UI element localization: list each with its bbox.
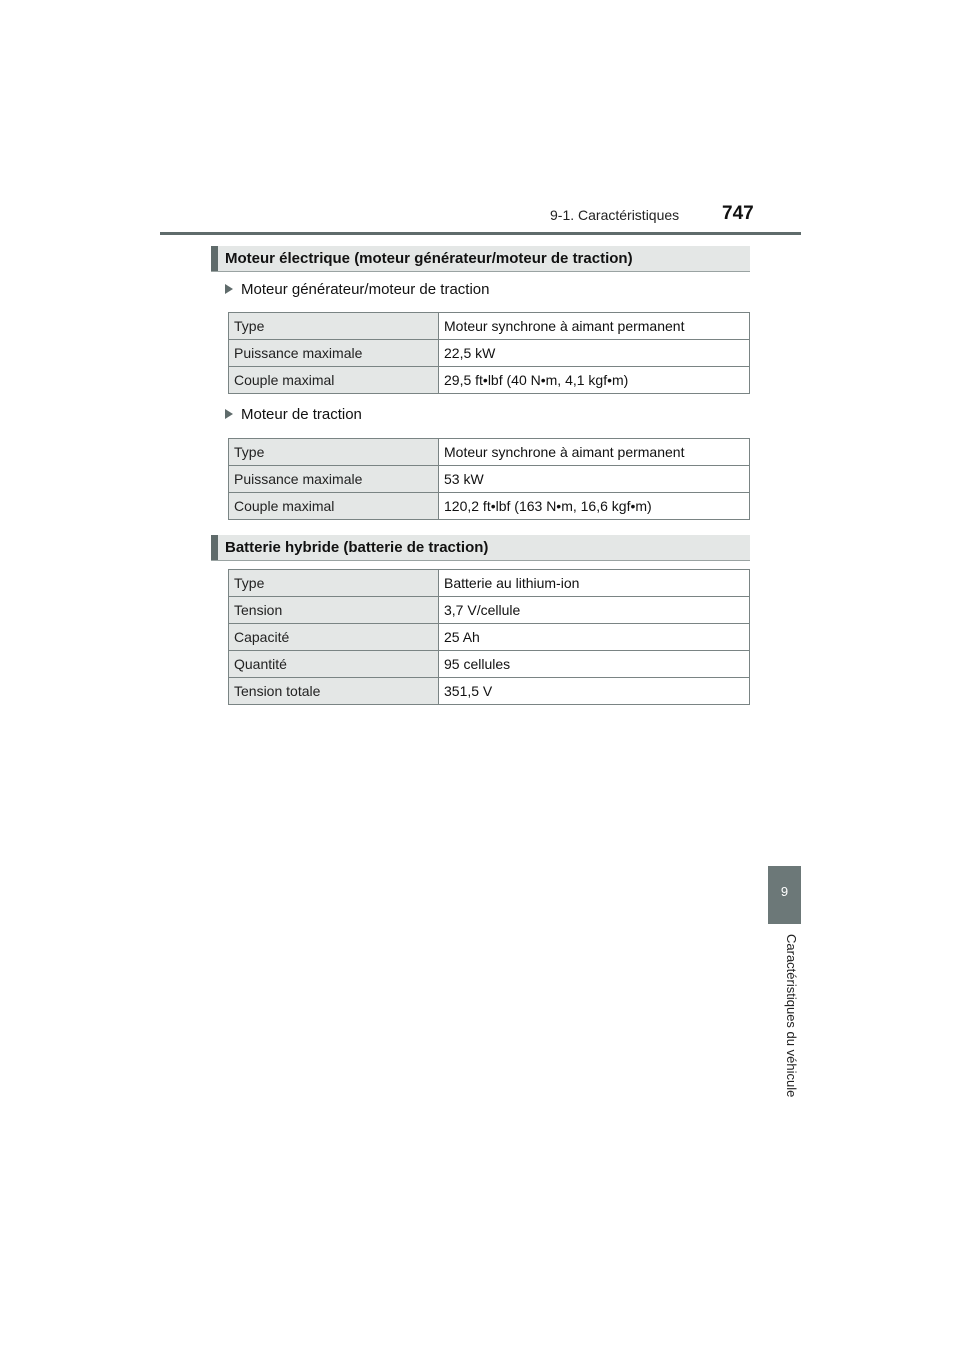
table-row xyxy=(229,624,750,651)
chapter-tab[interactable]: 9 xyxy=(768,866,801,924)
table-row xyxy=(229,313,750,340)
subheading-traction-motor xyxy=(225,406,362,423)
subheading-text: Moteur générateur/moteur de traction xyxy=(241,281,490,298)
spec-value: 22,5 kW xyxy=(439,340,750,367)
section-heading-text: Batterie hybride (batterie de traction) xyxy=(225,539,489,556)
table-row xyxy=(229,597,750,624)
spec-value: 53 kW xyxy=(439,466,750,493)
spec-label: Capacité xyxy=(229,624,439,651)
spec-label: Type xyxy=(229,313,439,340)
subheading-text: Moteur de traction xyxy=(241,406,362,423)
table-row xyxy=(229,340,750,367)
spec-value: 95 cellules xyxy=(439,651,750,678)
triangle-bullet-icon xyxy=(225,409,233,419)
spec-value: Moteur synchrone à aimant permanent xyxy=(439,313,750,340)
spec-value: 351,5 V xyxy=(439,678,750,705)
spec-value: Moteur synchrone à aimant permanent xyxy=(439,439,750,466)
section-heading-text: Moteur électrique (moteur générateur/moteur de traction) xyxy=(225,250,633,267)
spec-label: Type xyxy=(229,439,439,466)
spec-table-hybrid-battery xyxy=(228,569,750,705)
page-number: 747 xyxy=(722,203,754,224)
table-row xyxy=(229,466,750,493)
table-row xyxy=(229,493,750,520)
spec-value: 120,2 ft•lbf (163 N•m, 16,6 kgf•m) xyxy=(439,493,750,520)
spec-label: Puissance maximale xyxy=(229,340,439,367)
table-row xyxy=(229,570,750,597)
table-row xyxy=(229,651,750,678)
spec-label: Quantité xyxy=(229,651,439,678)
spec-label: Type xyxy=(229,570,439,597)
header-rule xyxy=(160,232,801,235)
spec-label: Tension totale xyxy=(229,678,439,705)
spec-label: Couple maximal xyxy=(229,493,439,520)
section-heading-bar xyxy=(211,246,218,271)
table-row xyxy=(229,439,750,466)
section-heading-bar xyxy=(211,535,218,560)
spec-value: 25 Ah xyxy=(439,624,750,651)
chapter-title: 9-1. Caractéristiques xyxy=(550,207,680,223)
spec-value: Batterie au lithium-ion xyxy=(439,570,750,597)
spec-label: Puissance maximale xyxy=(229,466,439,493)
spec-label: Couple maximal xyxy=(229,367,439,394)
subheading-generator-motor xyxy=(225,281,489,298)
chapter-tab-label: Caractéristiques du véhicule xyxy=(784,934,799,1098)
section-heading-electric-motor xyxy=(211,246,750,272)
spec-value: 3,7 V/cellule xyxy=(439,597,750,624)
spec-table-traction-motor xyxy=(228,438,750,520)
spec-value: 29,5 ft•lbf (40 N•m, 4,1 kgf•m) xyxy=(439,367,750,394)
triangle-bullet-icon xyxy=(225,284,233,294)
section-heading-hybrid-battery xyxy=(211,535,750,561)
spec-table-generator-motor xyxy=(228,312,750,394)
spec-label: Tension xyxy=(229,597,439,624)
table-row xyxy=(229,367,750,394)
table-row xyxy=(229,678,750,705)
